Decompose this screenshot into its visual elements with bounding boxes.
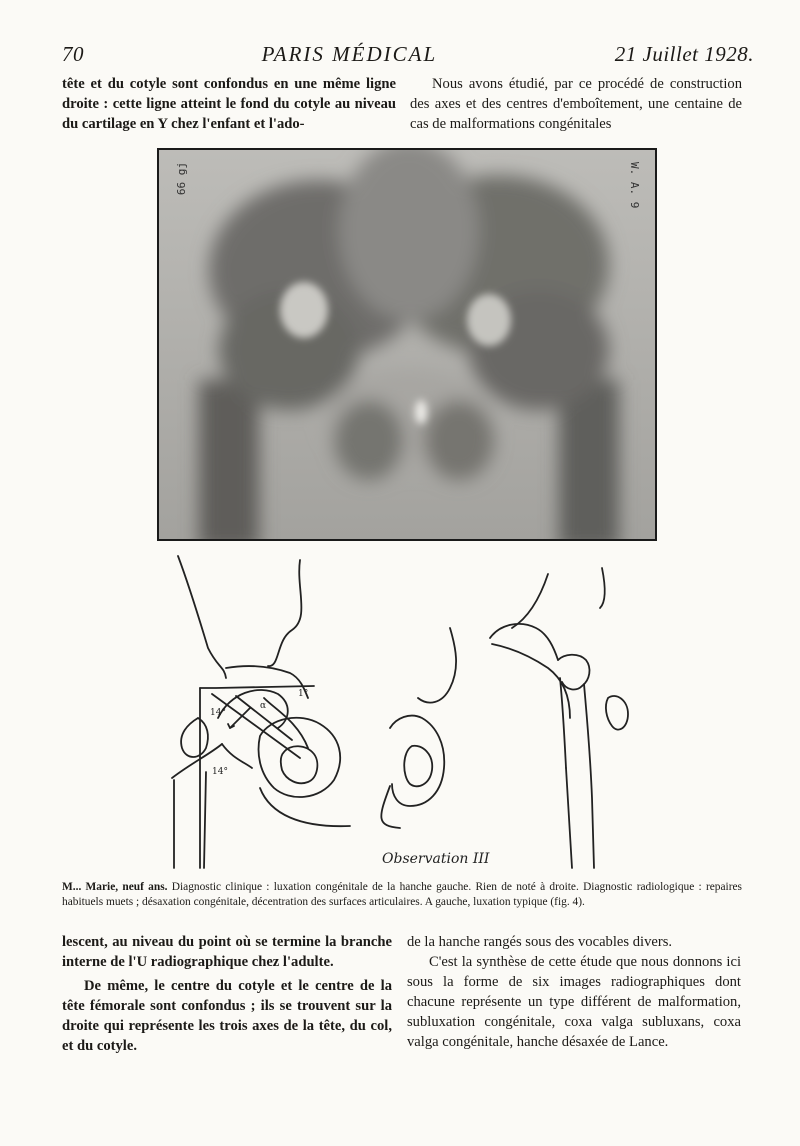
right-obturator-ring [390, 716, 444, 806]
radiograph-image [157, 148, 657, 541]
left-femur-collar [222, 744, 252, 768]
right-femur-outer [584, 684, 594, 868]
left-acetabulum-roof [226, 666, 308, 698]
bottom-left-column [62, 932, 392, 1056]
left-trochanter [181, 718, 208, 757]
right-ilium-inner [418, 628, 456, 703]
bottom-right-column [407, 932, 741, 1052]
paragraph: tête et du cotyle sont confondus en une même ligne droite : cette ligne atteint le fond du cotyle au niveau du cartilage en Y chez l'enfant et l'ado- [62, 76, 396, 132]
issue-date: 21 Juillet 1928. [614, 42, 754, 66]
angle-label: 14° [212, 767, 228, 777]
angle-label: 1° [298, 689, 309, 699]
right-ilium-crest [600, 568, 605, 608]
observation-label: Observation III [382, 851, 490, 867]
hip-diagram-svg [160, 548, 660, 878]
angle-label: 14° [210, 708, 226, 718]
left-pubis [260, 788, 350, 826]
paragraph: De même, le centre du cotyle et le centre de la tête fémorale sont confondus ; ils se trouvent sur la droite qui représente les trois axes de la tête, du col, et du cotyle. [62, 978, 392, 1054]
right-ilium-outer [512, 574, 548, 628]
caption-lead: M... Marie, neuf ans. [62, 881, 168, 893]
paragraph: lescent, au niveau du point où se termine la branche interne de l'U radiographique chez l'adulte. [62, 934, 392, 970]
left-femur-shaft-inner [204, 772, 206, 868]
angle-label: α [260, 701, 267, 711]
journal-title: PARIS MÉDICAL [261, 42, 438, 66]
top-left-column [62, 74, 396, 134]
paragraph: de la hanche rangés sous des vocables divers. [407, 934, 673, 950]
hip-diagram [160, 548, 660, 878]
page-number: 70 [62, 42, 84, 66]
radiograph-drawing [159, 150, 655, 539]
xray-marker-right: W. A. 9 [628, 162, 641, 209]
left-obturator-foramen [281, 746, 318, 783]
figure-caption [62, 880, 742, 910]
right-pubis [381, 786, 400, 828]
caption-text: Diagnostic clinique : luxation congénitale de la hanche gauche. Rien de noté à droite. Diagnostic radiologique : repaires habituels muets ; désaxation congénitale, décentration des surfaces articulaires. A gauche, luxation typique (fig. 4). [62, 881, 742, 908]
paragraph: C'est la synthèse de cette étude que nous donnons ici sous la forme de six images radiographiques dont chacune représente un type différent de malformation, subluxation congénitale, coxa valga subluxans, coxa valga congénitale, hanche désaxée de Lance. [407, 954, 741, 1050]
top-right-column [410, 74, 742, 134]
left-ilium-inner [268, 560, 301, 666]
right-acetabulum [492, 644, 570, 718]
right-obturator-foramen [404, 746, 432, 787]
left-arrow [230, 708, 250, 728]
paragraph: Nous avons étudié, par ce procédé de construction des axes et des centres d'emboîtement, une centaine de cas de malformations congénitales [410, 76, 742, 132]
right-femur-shaft [566, 768, 572, 868]
left-ilium-outline [178, 556, 226, 678]
page-header [62, 42, 754, 70]
xray-marker-left: 66 gj [175, 162, 188, 196]
right-trochanter [606, 696, 628, 730]
left-construction-line [200, 686, 314, 688]
